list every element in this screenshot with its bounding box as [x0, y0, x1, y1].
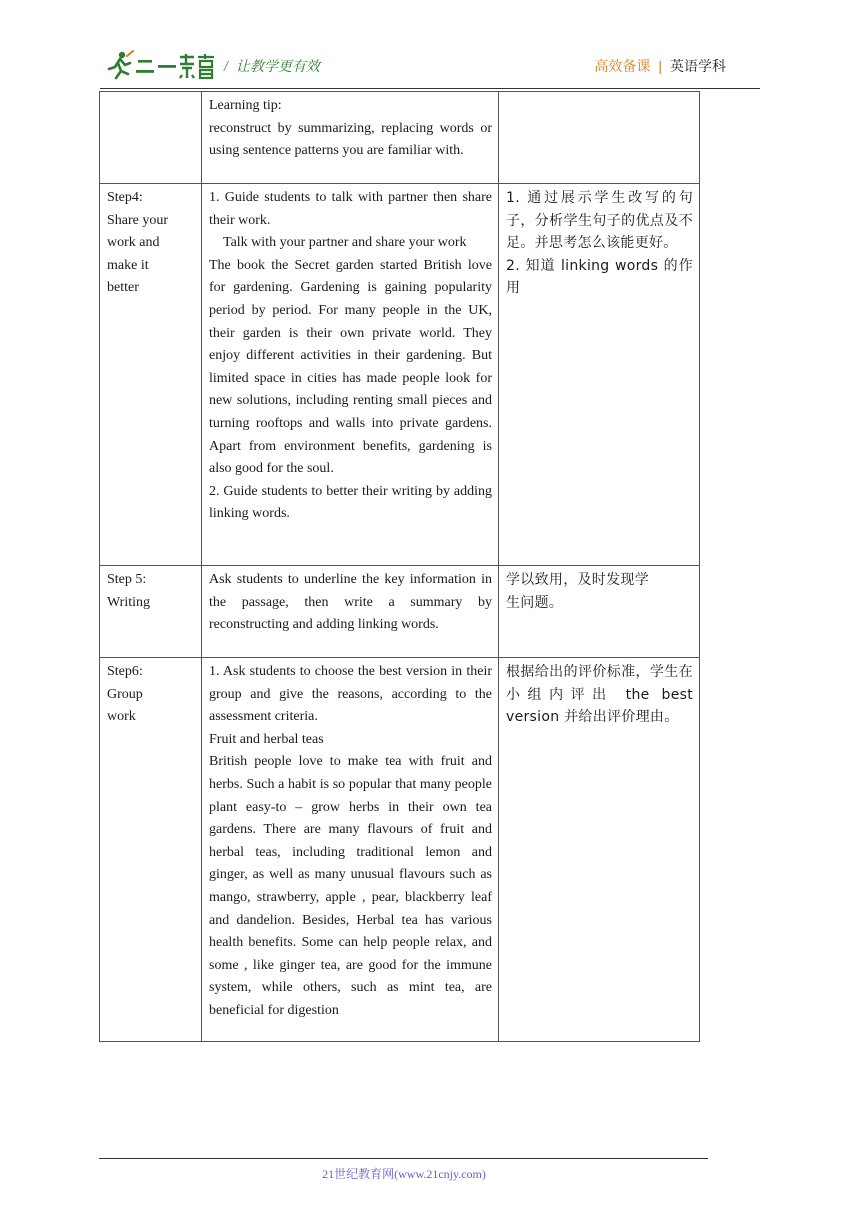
table-row [100, 92, 700, 184]
guide-item-1: 1. Guide students to talk with partner then share their work. [209, 190, 492, 228]
efficient-label: 高效备课 [594, 58, 651, 74]
group-instruction: 1. Ask students to choose the best version in their group and give the reasons, according to the assessment criteria. [209, 664, 492, 725]
purpose-cell [499, 92, 700, 184]
talk-instruction: Talk with your partner and share your work [223, 235, 467, 251]
runner-logo-icon [106, 48, 216, 82]
step-cell: Step 5: Writing [100, 566, 202, 658]
passage-title: Fruit and herbal teas [209, 731, 324, 747]
purpose-cell [499, 658, 700, 1042]
footer-rule [99, 1158, 708, 1159]
step-cell [100, 92, 202, 184]
purpose-cell [499, 184, 700, 566]
tea-passage: British people love to make tea with fruit and herbs. Such a habit is so popular that many people plant easy-to – grow herbs in their own tea gardens. There are many flavours of fruit and herbal teas, including traditional lemon and ginger, as well as many unusual flavours such as mango, strawberry, apple , pear, blackberry leaf and dandelion. Besides, Herbal tea has various health benefits. Some can help people relax, and some , like ginger tea, are good for the immune system, while others, such as mint tea, are beneficial for digestion [209, 754, 492, 1018]
table-row [100, 658, 700, 1042]
step-cell: Step6: Group work [100, 658, 202, 1042]
step-cell: Step4: Share your work and make it better [100, 184, 202, 566]
logo [106, 48, 216, 82]
content-cell [202, 184, 499, 566]
guide-item-2: 2. Guide students to better their writing by adding linking words. [209, 483, 492, 522]
purpose-item-1: 根据给出的评价标准，学生在小组内评出 the best version 并给出评价理由。 [506, 664, 693, 726]
learning-tip-text: reconstruct by summarizing, replacing words or using sentence patterns you are familiar with. [209, 120, 492, 159]
content-cell [202, 92, 499, 184]
content-cell [202, 566, 499, 658]
lesson-plan-table [99, 91, 700, 1042]
purpose-item-2: 2. 知道 linking words 的作用 [506, 257, 693, 297]
header-rule [100, 88, 760, 89]
subject-label: 英语学科 [670, 58, 726, 74]
purpose-cell [499, 566, 700, 658]
sample-passage: The book the Secret garden started British love for gardening. Gardening is gaining popularity period by period. For many people in the UK, their garden is their own private world. They enjoy different activities in their gardening. But limited space in cities has made people look for new solutions, including renting small pieces and turning rooftops and walls into private gardens. Apart from environment benefits, gardening is also good for the soul. [209, 257, 492, 477]
table-row [100, 566, 700, 658]
header-separator: | [658, 58, 662, 74]
content-cell [202, 658, 499, 1042]
purpose-item-1: 1. 通过展示学生改写的句子，分析学生句子的优点及不足。并思考怎么该能更好。 [506, 190, 693, 252]
slogan: / 让教学更有效 [224, 58, 320, 74]
purpose-item-1: 学以致用，及时发现学生问题。 [506, 572, 649, 611]
footer-text[interactable]: 21世纪教育网(www.21cnjy.com) [322, 1167, 486, 1181]
learning-tip-title: Learning tip: [209, 98, 282, 113]
page-header [100, 44, 760, 90]
header-right [594, 56, 726, 76]
writing-instruction: Ask students to underline the key information in the passage, then write a summary by reconstructing and adding linking words. [209, 572, 492, 633]
table-row [100, 184, 700, 566]
